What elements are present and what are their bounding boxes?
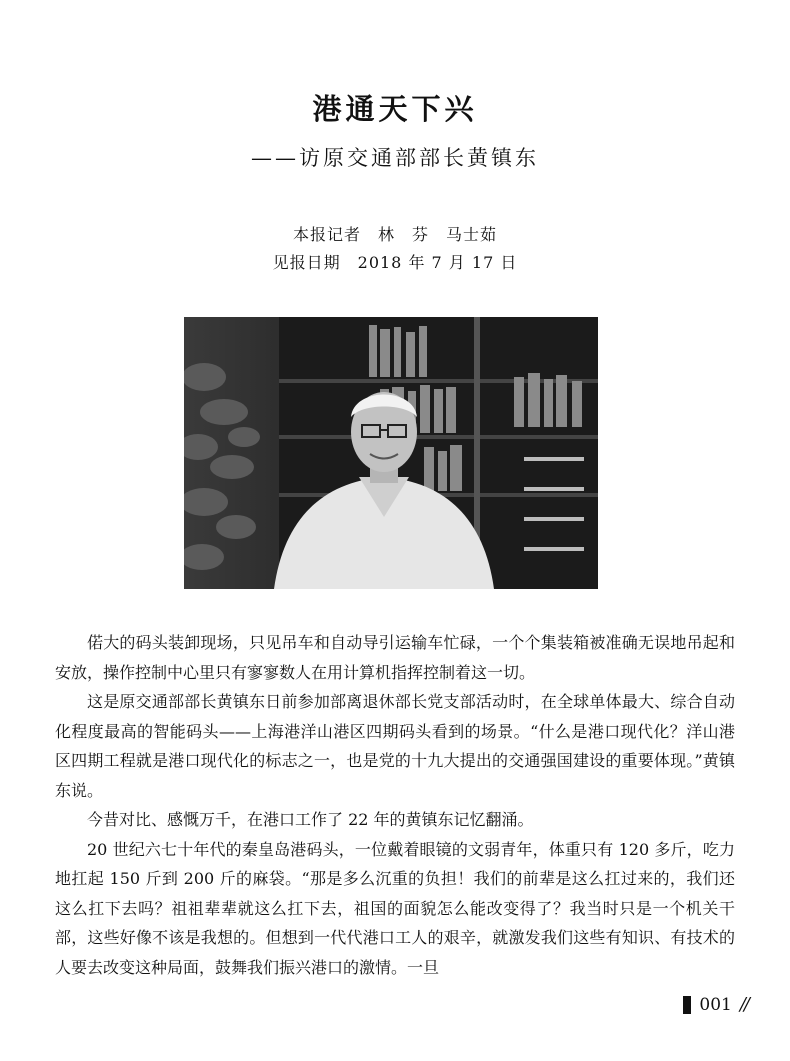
article-paragraph: 今昔对比、感慨万千，在港口工作了 22 年的黄镇东记忆翻涌。	[87, 810, 534, 829]
page-footer	[683, 993, 748, 1017]
article-paragraph: 偌大的码头装卸现场，只见吊车和自动导引运输车忙碌，一个个集装箱被准确无误地吊起和安放，操作控制中心里只有寥寥数人在用计算机指挥控制着这一切。	[55, 633, 735, 682]
article-body	[55, 628, 735, 982]
article-subtitle: ——访原交通部部长黄镇东	[251, 146, 539, 170]
article-title: 港通天下兴	[312, 92, 478, 126]
article-paragraph: 20 世纪六七十年代的秦皇岛港码头，一位戴着眼镜的文弱青年，体重只有 120 多斤，吃力地扛起 150 斤到 200 斤的麻袋。“那是多么沉重的负担！我们的前辈是这么扛过来的，我们还这么扛下去吗？祖祖辈辈就这么扛下去，祖国的面貌怎么能改变得了？我当时只是一个机关干部，这些好像不该是我想的。但想到一代代港口工人的艰辛，就激发我们这些有知识、有技术的人要去改变这种局面，鼓舞我们振兴港口的激情。一旦	[55, 839, 735, 977]
footer-decoration: //	[739, 994, 748, 1015]
page-number: 001	[699, 995, 732, 1015]
reporters-line: 本报记者 林 芬 马士茹	[292, 225, 497, 244]
page-marker-icon	[683, 996, 691, 1014]
portrait-photo-illustration	[184, 317, 598, 589]
article-paragraph: 这是原交通部部长黄镇东日前参加部离退休部长党支部活动时，在全球单体最大、综合自动化程度最高的智能码头——上海港洋山港区四期码头看到的场景。“什么是港口现代化？洋山港区四期工程就是港口现代化的标志之一，也是党的十九大提出的交通强国建设的重要体现。”黄镇东说。	[55, 692, 735, 800]
publish-date-line: 见报日期 2018 年 7 月 17 日	[272, 253, 518, 272]
portrait-photo	[184, 317, 598, 589]
